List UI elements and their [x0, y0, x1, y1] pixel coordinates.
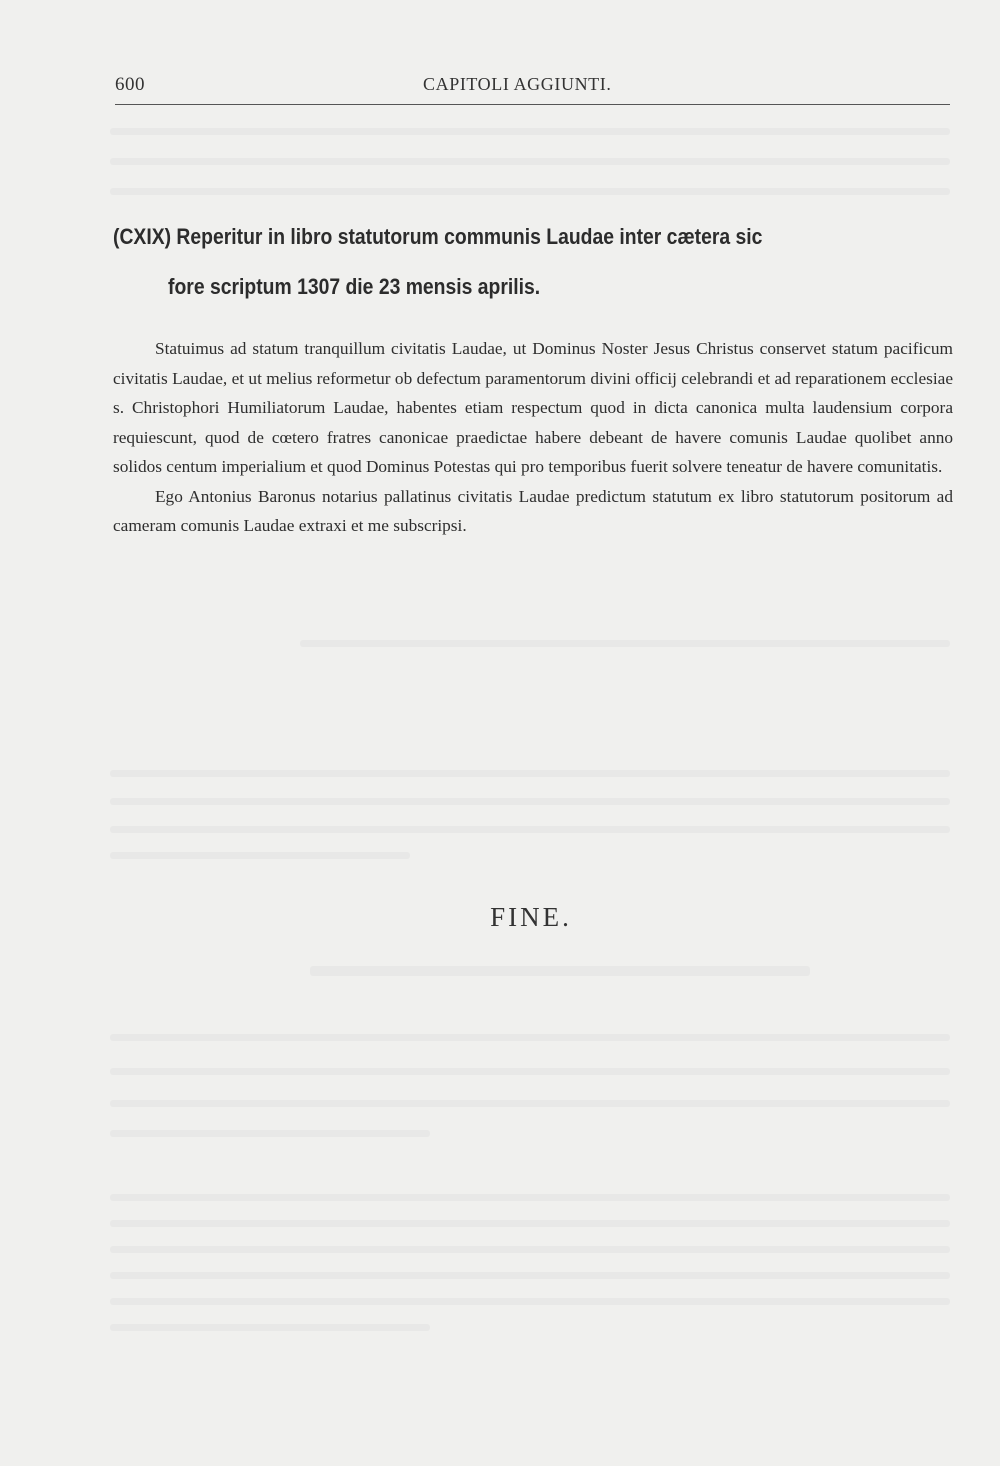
show-through	[110, 1298, 950, 1305]
show-through	[110, 1130, 430, 1137]
end-marker: FINE.	[490, 902, 572, 932]
show-through	[110, 1324, 430, 1331]
show-through	[110, 852, 410, 859]
notary-subscription: Ego Antonius Baronus notarius pallatinus civitatis Laudae predictum statutum ex libro statutorum positorum ad cameram comunis Laudae extraxi et me subscripsi.	[113, 486, 953, 535]
heading-line-2: fore scriptum 1307 die 23 mensis aprilis.	[168, 274, 541, 299]
show-through	[110, 1220, 950, 1227]
running-head	[115, 74, 950, 102]
heading-line-1: (CXIX) Reperitur in libro statutorum communis Laudae inter cætera sic	[113, 224, 763, 249]
show-through	[110, 826, 950, 833]
header-rule	[115, 104, 950, 105]
show-through	[110, 770, 950, 777]
statute-paragraph: Statuimus ad statum tranquillum civitatis Laudae, ut Dominus Noster Jesus Christus conservet statum pacificum civitatis Laudae, et ut melius reformetur ob defectum paramentorum divini officij celebrandi et ad reparationem ecclesiae s. Christophori Humiliatorum Laudae, habentes etiam respectum quod in dicta canonica multa laudensium corpora requiescunt, quod de cœtero fratres canonicae praedictae habere debeant de havere comunis Laudae quolibet anno solidos centum imperialium et quod Dominus Potestas qui pro temporibus fuerit solvere teneatur de havere comunitatis.	[113, 339, 953, 476]
show-through	[110, 188, 950, 195]
page-number: 600	[115, 74, 145, 95]
show-through	[110, 1194, 950, 1201]
show-through	[110, 1100, 950, 1107]
statute-text	[113, 334, 953, 541]
section-heading	[113, 212, 956, 312]
show-through	[110, 1034, 950, 1041]
show-through	[110, 158, 950, 165]
show-through	[110, 1068, 950, 1075]
show-through	[110, 128, 950, 135]
show-through	[110, 798, 950, 805]
running-title: CAPITOLI AGGIUNTI.	[423, 74, 612, 94]
show-through	[110, 1246, 950, 1253]
show-through	[110, 1272, 950, 1279]
show-through	[310, 966, 810, 976]
show-through	[300, 640, 950, 647]
